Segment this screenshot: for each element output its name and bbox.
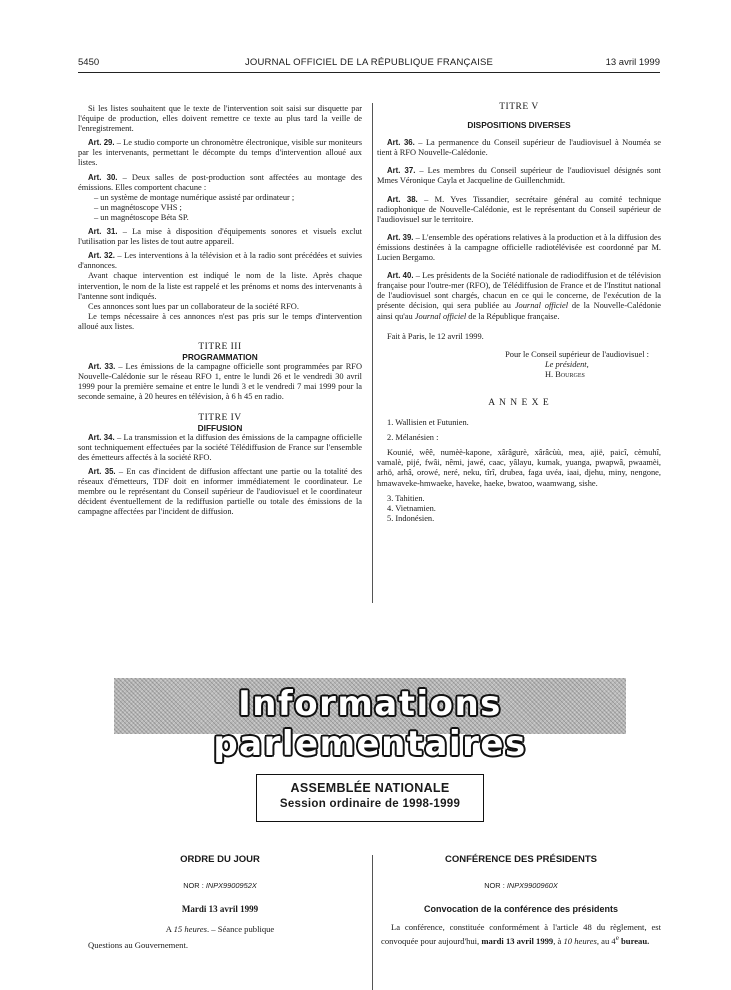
assembly-box (256, 774, 484, 822)
agenda-column (78, 855, 362, 950)
annexe-item-4: 4. Vietnamien. (387, 503, 436, 513)
signature-line-2: Le président, (545, 359, 589, 369)
banner-title: Informations parlementaires (213, 684, 527, 764)
session-title: Session ordinaire de 1998-1999 (279, 798, 461, 810)
journal-title: JOURNAL OFFICIEL DE LA RÉPUBLIQUE FRANÇAISE (244, 57, 494, 68)
article-32-para-3: Ces annonces sont lues par un collaborateur de la société RFO. (88, 301, 299, 311)
nor-reference: NOR : INPX9900952X (183, 881, 257, 891)
titre-3-subheading: PROGRAMMATION (182, 352, 258, 363)
annexe-item-2: 2. Mélanésien : (387, 433, 439, 443)
titre-3-heading: TITRE III (198, 341, 242, 352)
article-31: Art. 31. – La mise à disposition d'équipements sonores et visuels exclut l'utilisation par les listes de tout autre appareil. (78, 227, 363, 247)
bottom-column-divider (372, 855, 373, 990)
article-40: Art. 40. – Les présidents de la Société nationale de radiodiffusion et de télévision française pour l'outre-mer (RFO), de Télédiffusion de France et de l'Institut national de l'audiovisuel sont chargés, chacun en ce qui le concerne, de l'exécution de la présente décision, qui sera publiée au Journal officiel de la Nouvelle-Calédonie ainsi qu'au Journal officiel de la République française. (377, 271, 662, 321)
list-item: – un magnétoscope Béta SP. (94, 212, 189, 222)
conference-column (381, 855, 661, 946)
page-header (78, 57, 660, 71)
article-37: Art. 37. – Les membres du Conseil supérieur de l'audiovisuel désignés sont Mmes Véronique Cayla et Jacqueline de Guillenchmidt. (377, 166, 661, 186)
titre-5-heading: TITRE V (499, 102, 539, 112)
list-item: – un système de montage numérique assisté par ordinateur ; (94, 192, 295, 202)
article-35: Art. 35. – En cas d'incident de diffusion affectant une partie ou la totalité des réseaux d'émetteurs, TDF doit en informer immédiatement le coordinateur. Le membre ou le représentant du Conseil supérieur de l'audiovisuel et le coordinateur décident éventuellement de la rediffusion partielle ou totale des émissions de la campagne affectées par l'incident de diffusion. (78, 467, 362, 517)
article-36: Art. 36. – La permanence du Conseil supérieur de l'audiovisuel à Nouméa se tient à RFO Nouvelle-Calédonie. (377, 138, 661, 158)
annexe-item-3: 3. Tahitien. (387, 493, 425, 503)
agenda-line-1: A 15 heures. – Séance publique (165, 924, 275, 935)
article-30: Art. 30. – Deux salles de post-production sont affectées au montage des émissions. Elles comportent chacune : (78, 172, 363, 192)
agenda-date: Mardi 13 avril 1999 (181, 903, 259, 914)
list-item: – un magnétoscope VHS ; (94, 202, 182, 212)
annexe-item-1: 1. Wallisien et Futunien. (387, 418, 469, 428)
article-38: Art. 38. – M. Yves Tissandier, secrétaire général au comité technique radiophonique de Nouvelle-Calédonie, est le représentant du Conseil supérieur de l'audiovisuel sur le territoire. (377, 194, 661, 224)
conference-subheading: Convocation de la conférence des présidents (423, 903, 619, 914)
intro-paragraph: Si les listes souhaitent que le texte de l'intervention soit saisi sur disquette par l'équipe de production, elles doivent remettre ce texte au plus tard la veille de l'enregistrement. (78, 104, 362, 134)
signature-line-3: H. Bourges (545, 369, 585, 379)
annexe-item-5: 5. Indonésien. (387, 513, 435, 523)
article-34: Art. 34. – La transmission et la diffusion des émissions de la campagne officielle sont techniquement effectuées par la société Télédiffusion de France sur l'ensemble des émetteurs affectés à la société RFO. (78, 432, 362, 462)
left-column (78, 104, 362, 517)
conference-heading: CONFÉRENCE DES PRÉSIDENTS (444, 854, 598, 865)
article-32-para-4: Le temps nécessaire à ces annonces n'est pas pris sur le temps d'intervention alloué aux listes. (78, 311, 362, 331)
signature-date: Fait à Paris, le 12 avril 1999. (387, 331, 484, 341)
titre-4-heading: TITRE IV (198, 412, 242, 423)
annexe-heading: A N N E X E (488, 397, 550, 408)
article-29: Art. 29. – Le studio comporte un chronomètre électronique, visible sur moniteurs par les intervenants, permettant le décompte du temps d'intervention alloué aux listes. (78, 138, 362, 168)
header-rule (78, 72, 660, 73)
right-column (377, 102, 661, 524)
nor-reference: NOR : INPX9900960X (484, 881, 558, 891)
article-32-para-2: Avant chaque intervention est indiqué le nom de la liste. Après chaque intervention, le nom de la liste est rappelé et les prénoms et noms des intervenants à l'antenne sont indiqués. (78, 271, 362, 301)
signature-line-1: Pour le Conseil supérieur de l'audiovisuel : (505, 349, 649, 359)
assembly-title: ASSEMBLÉE NATIONALE (290, 781, 450, 795)
agenda-line-2: Questions au Gouvernement. (88, 939, 188, 950)
conference-body: La conférence, constituée conformément à l'article 48 du règlement, est convoquée pour aujourd'hui, mardi 13 avril 1999, à 10 heures, au 4e bureau. (381, 922, 661, 946)
column-divider (372, 103, 373, 603)
titre-5-subheading: DISPOSITIONS DIVERSES (467, 120, 571, 131)
languages-list: Kounié, wêê, numèè-kapone, xârâgurè, xârâcùù, mea, ajië, paicî, cèmuhî, vamalè, pijé, fwâi, nêmi, jawé, caac, yâlayu, kumak, yuanga, pwapwâ, pwaamèi, arhö, arhâ, orowé, neré, neku, tîrî, drubea, faga uvéa, iaai, djehu, miny, nengone, hmawaveke-hmwaeke, haveke, haeke, bwatoo, waamwang, sishe. (377, 448, 661, 488)
article-33: Art. 33. – Les émissions de la campagne officielle sont programmées par RFO Nouvelle-Calédonie sur le réseau RFO 1, entre le lundi 26 et le vendredi 30 avril 1999 pour la première semaine et entre le lundi 3 et le vendredi 7 mai 1999 pour la seconde semaine, à 20 heures en télévision, à 6 h 45 en radio. (78, 362, 362, 402)
section-banner (114, 678, 626, 764)
titre-4-subheading: DIFFUSION (197, 422, 243, 433)
article-39: Art. 39. – L'ensemble des opérations relatives à la production et à la diffusion des émissions destinées à la campagne officielle radiotélévisée est coordonné par M. Lucien Bergamo. (377, 232, 661, 263)
article-32: Art. 32. – Les interventions à la télévision et à la radio sont précédées et suivies d'annonces. (78, 251, 362, 271)
page-number: 5450 (78, 57, 100, 68)
agenda-heading: ORDRE DU JOUR (180, 854, 260, 865)
issue-date: 13 avril 1999 (605, 57, 660, 68)
